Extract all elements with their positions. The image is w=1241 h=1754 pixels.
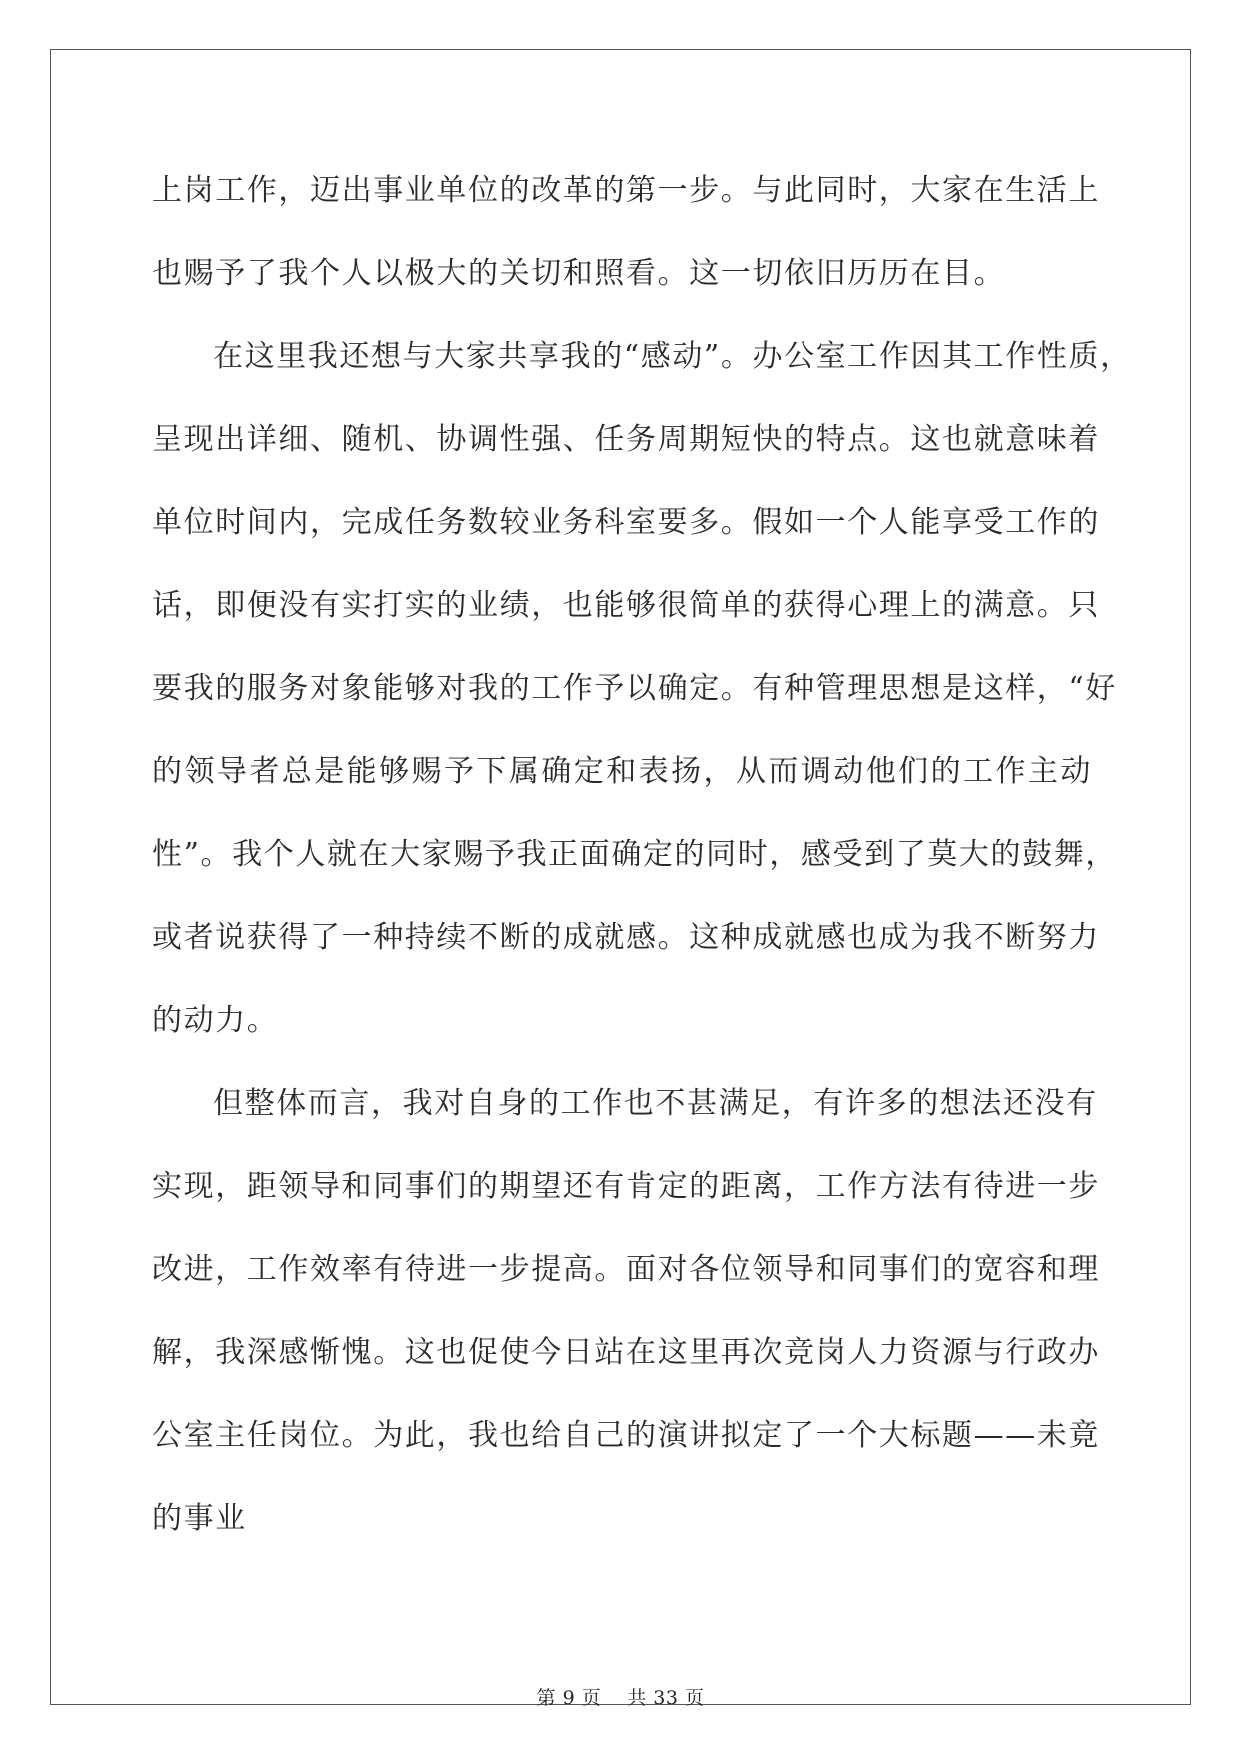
text-line: 但整体而言，我对自身的工作也不甚满足，有许多的想法还没有 <box>213 1086 1098 1121</box>
text-line: 的动力。 <box>152 1003 279 1038</box>
text-line: 的领导者总是能够赐予下属确定和表扬，从而调动他们的工作主动 <box>152 754 1092 789</box>
text-line: 实现，距领导和同事们的期望还有肯定的距离，工作方法有待进一步 <box>152 1169 1100 1204</box>
text-line: 的事业 <box>152 1501 247 1536</box>
total-pages-label: 共 33 页 <box>627 1687 705 1709</box>
text-line: 在这里我还想与大家共享我的“感动”。办公室工作因其工作性质， <box>213 339 1132 374</box>
text-line: 单位时间内，完成任务数较业务科室要多。假如一个人能享受工作的 <box>152 505 1100 540</box>
text-line: 话，即便没有实打实的业绩，也能够很简单的获得心理上的满意。只 <box>152 588 1100 623</box>
page-footer <box>0 1687 1241 1709</box>
document-body <box>152 163 1132 1574</box>
text-line: 公室主任岗位。为此，我也给自己的演讲拟定了一个大标题——未竟 <box>152 1418 1100 1453</box>
text-line: 性”。我个人就在大家赐予我正面确定的同时，感受到了莫大的鼓舞， <box>152 837 1117 872</box>
text-line: 或者说获得了一种持续不断的成就感。这种成就感也成为我不断努力 <box>152 920 1100 955</box>
text-line: 也赐予了我个人以极大的关切和照看。这一切依旧历历在目。 <box>152 256 1006 291</box>
text-line: 呈现出详细、随机、协调性强、任务周期短快的特点。这也就意味着 <box>152 422 1100 457</box>
text-line: 要我的服务对象能够对我的工作予以确定。有种管理思想是这样，“好 <box>152 671 1117 706</box>
text-line: 改进，工作效率有待进一步提高。面对各位领导和同事们的宽容和理 <box>152 1252 1100 1287</box>
text-line: 上岗工作，迈出事业单位的改革的第一步。与此同时，大家在生活上 <box>152 173 1100 208</box>
current-page-label: 第 9 页 <box>536 1687 602 1709</box>
text-line: 解，我深感惭愧。这也促使今日站在这里再次竞岗人力资源与行政办 <box>152 1335 1100 1370</box>
